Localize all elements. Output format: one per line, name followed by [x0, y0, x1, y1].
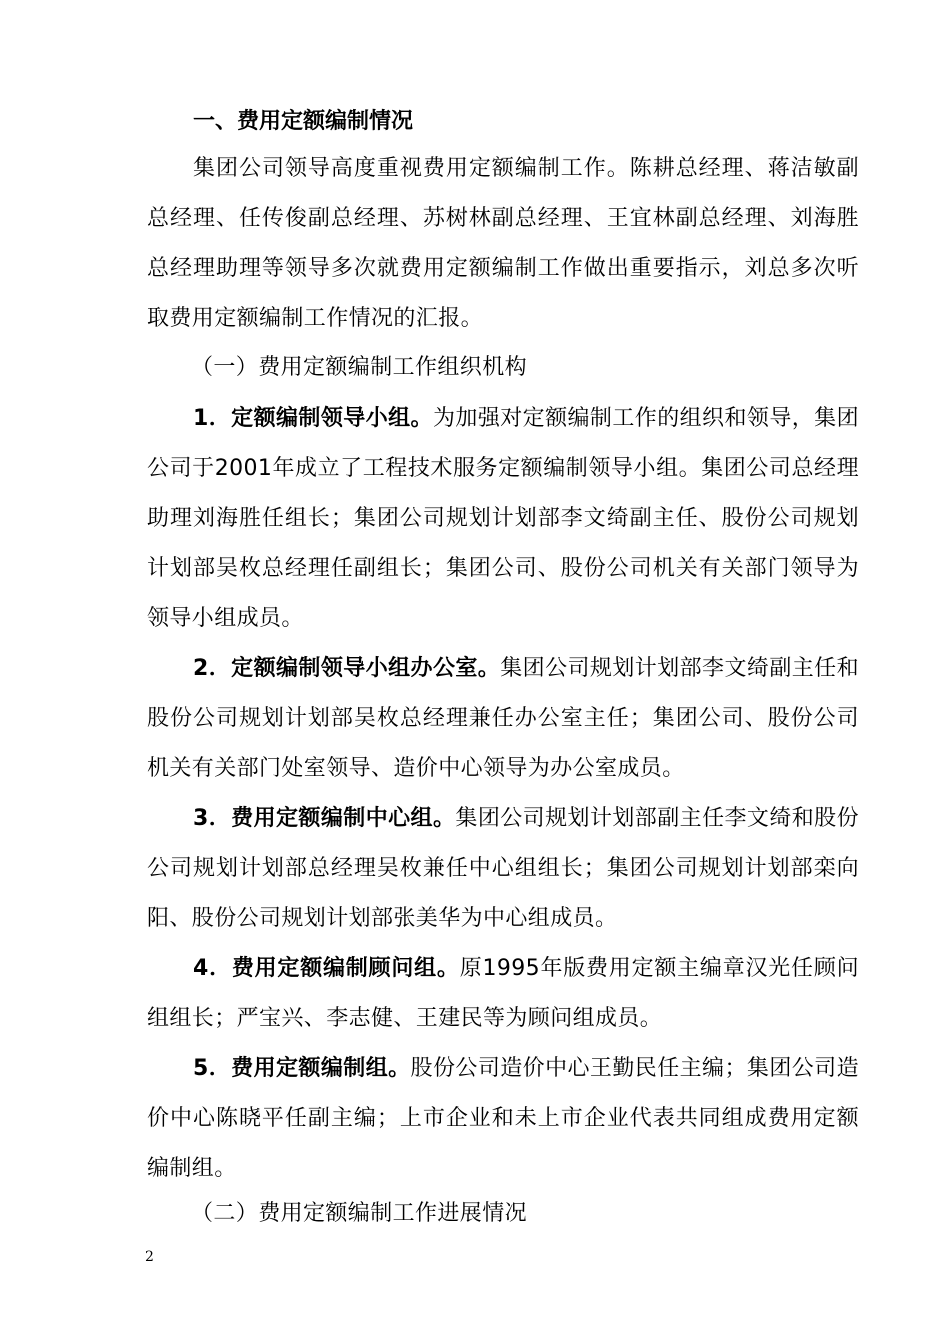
subsection-title-organization: （一）费用定额编制工作组织机构	[191, 355, 528, 380]
list-item	[147, 644, 859, 794]
list-item-text: 原1995年版费用定额主编章汉光任顾问组组长；严宝兴、李志健、王建民等为顾问组成员。	[147, 956, 859, 1031]
list-item-lead: 4．费用定额编制顾问组。	[193, 956, 460, 981]
list-item-text: 集团公司规划计划部副主任李文绮和股份公司规划计划部总经理吴枚兼任中心组组长；集团公司规划计划部栾向阳、股份公司规划计划部张美华为中心组成员。	[147, 806, 860, 931]
list-item-text: 股份公司造价中心王勤民任主编；集团公司造价中心陈晓平任副主编；上市企业和未上市企业代表共同组成费用定额编制组。	[147, 1056, 859, 1181]
list-item-lead: 3．费用定额编制中心组。	[193, 806, 456, 831]
list-item-lead: 1．定额编制领导小组。	[193, 406, 433, 431]
list-item	[147, 794, 859, 944]
subsection-title-progress: （二）费用定额编制工作进展情况	[191, 1201, 528, 1226]
list-item-text: 为加强对定额编制工作的组织和领导，集团公司于2001年成立了工程技术服务定额编制领导小组。集团公司总经理助理刘海胜任组长；集团公司规划计划部李文绮副主任、股份公司规划计划部吴枚总经理任副组长；集团公司、股份公司机关有关部门领导为领导小组成员。	[147, 406, 859, 631]
list-item	[147, 394, 859, 644]
list-item	[147, 944, 859, 1044]
list-item	[147, 1044, 859, 1194]
intro-paragraph: 集团公司领导高度重视费用定额编制工作。陈耕总经理、蒋洁敏副总经理、任传俊副总经理、苏树林副总经理、王宜林副总经理、刘海胜总经理助理等领导多次就费用定额编制工作做出重要指示，刘总多次听取费用定额编制工作情况的汇报。	[147, 156, 859, 331]
list-item-lead: 2．定额编制领导小组办公室。	[193, 656, 501, 681]
page-number: 2	[145, 1249, 154, 1265]
list-item-text: 集团公司规划计划部李文绮副主任和股份公司规划计划部吴枚总经理兼任办公室主任；集团公司、股份公司机关有关部门处室领导、造价中心领导为办公室成员。	[147, 656, 859, 781]
section-heading: 一、费用定额编制情况	[193, 109, 414, 134]
list-item-lead: 5．费用定额编制组。	[193, 1056, 411, 1081]
